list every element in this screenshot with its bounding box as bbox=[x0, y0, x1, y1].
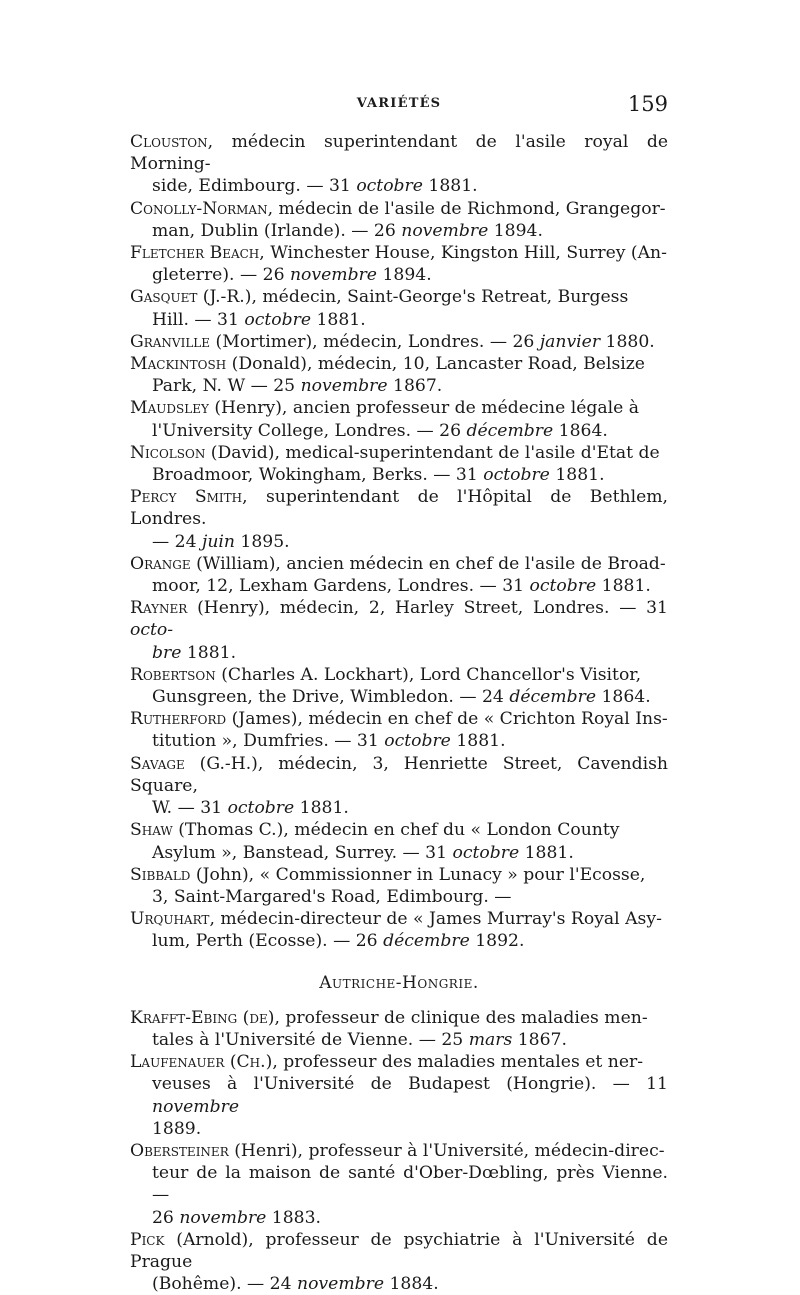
member-entry bbox=[130, 397, 668, 441]
entry-text: l'University College, Londres. — 26 bbox=[152, 420, 467, 441]
entry-text: Gunsgreen, the Drive, Wimbledon. — 24 bbox=[152, 687, 510, 708]
entry-text: 1881. bbox=[422, 176, 478, 197]
member-entry bbox=[130, 908, 668, 952]
entry-line bbox=[130, 930, 668, 952]
member-entry bbox=[130, 864, 668, 908]
member-entry bbox=[130, 664, 668, 708]
member-entry bbox=[130, 286, 668, 330]
entry-line bbox=[130, 1140, 668, 1162]
entry-name: Shaw bbox=[130, 820, 173, 841]
member-entry bbox=[130, 753, 668, 820]
entry-month: octobre bbox=[244, 309, 312, 330]
entry-line bbox=[130, 442, 668, 464]
entry-text: veuses à l'Université de Budapest (Hongrie). — 11 bbox=[152, 1074, 668, 1095]
entry-month: novembre bbox=[401, 220, 489, 241]
entry-text: 1889. bbox=[152, 1118, 202, 1139]
entry-text: (David), medical-superintendant de l'asile d'Etat de bbox=[205, 442, 660, 463]
entry-month: novembre bbox=[300, 376, 388, 397]
entry-text: 1894. bbox=[488, 220, 543, 241]
entry-text: (Donald), médecin, 10, Lancaster Road, Belsize bbox=[226, 354, 645, 375]
entry-name: Maudsley bbox=[130, 398, 209, 419]
entry-text: 1895. bbox=[234, 531, 290, 552]
entry-text: — 24 bbox=[152, 531, 202, 552]
member-entry bbox=[130, 486, 668, 553]
entry-line bbox=[130, 1207, 668, 1229]
entry-text: (Henry), médecin, 2, Harley Street, Londres. — 31 bbox=[187, 598, 668, 619]
entry-text: , professeur des maladies mentales et ner- bbox=[272, 1052, 644, 1073]
member-entry bbox=[130, 331, 668, 353]
entry-name: Nicolson bbox=[130, 442, 206, 463]
entry-month: juin bbox=[202, 531, 235, 552]
entry-month: novembre bbox=[289, 265, 377, 286]
entry-line bbox=[130, 1029, 668, 1051]
entry-line bbox=[130, 664, 668, 686]
entry-text: 1884. bbox=[384, 1274, 439, 1295]
entry-text: 1867. bbox=[387, 376, 443, 397]
entry-text: , professeur de clinique des maladies men- bbox=[274, 1007, 648, 1028]
entry-text: W. — 31 bbox=[152, 798, 228, 819]
entry-text: (James), médecin en chef de « Crichton Royal Ins- bbox=[226, 709, 668, 730]
entry-text: (Thomas C.), médecin en chef du « London County bbox=[172, 820, 620, 841]
entry-line bbox=[130, 131, 668, 175]
entry-month: bre bbox=[152, 642, 182, 663]
entry-month: novembre bbox=[179, 1207, 267, 1228]
entry-text: 1881. bbox=[519, 842, 574, 863]
entry-name: Robertson bbox=[130, 664, 216, 685]
entry-line bbox=[130, 1229, 668, 1273]
entry-text: , Winchester House, Kingston Hill, Surrey (An- bbox=[259, 243, 667, 264]
entry-month: octobre bbox=[384, 731, 451, 752]
entry-line bbox=[130, 242, 668, 264]
entry-name: Clouston bbox=[130, 132, 208, 152]
entry-text: (Mortimer), médecin, Londres. — 26 bbox=[210, 331, 540, 352]
entry-name: Fletcher Beach bbox=[130, 243, 260, 264]
entry-line bbox=[130, 220, 668, 242]
entry-line bbox=[130, 1007, 668, 1029]
entry-text: moor, 12, Lexham Gardens, Londres. — 31 bbox=[152, 576, 530, 597]
entry-text: titution », Dumfries. — 31 bbox=[152, 731, 385, 752]
entry-name: Urquhart bbox=[130, 909, 210, 930]
entry-text: , médecin-directeur de « James Murray's Royal Asy- bbox=[209, 909, 662, 930]
entry-text: 1881. bbox=[311, 309, 366, 330]
entry-text: 26 bbox=[152, 1207, 180, 1228]
entry-line bbox=[130, 886, 668, 908]
entry-text: 1881. bbox=[181, 642, 237, 663]
entry-text: (Bohême). — 24 bbox=[152, 1274, 298, 1295]
member-entry bbox=[130, 242, 668, 286]
entry-text: 1881. bbox=[596, 576, 651, 597]
entry-name: Mackintosh bbox=[130, 354, 227, 375]
entry-line bbox=[130, 819, 668, 841]
entry-name: Savage bbox=[130, 753, 185, 774]
member-entry bbox=[130, 708, 668, 752]
entry-line bbox=[130, 642, 668, 664]
entry-line bbox=[130, 597, 668, 641]
entry-name: Percy Smith bbox=[130, 487, 243, 508]
entry-text: 1880. bbox=[600, 331, 655, 352]
entry-line bbox=[130, 309, 668, 331]
entry-line bbox=[130, 464, 668, 486]
entry-line bbox=[130, 286, 668, 308]
member-entry bbox=[130, 442, 668, 486]
member-entry bbox=[130, 1051, 668, 1140]
entry-text: 1864. bbox=[596, 687, 651, 708]
entry-text: (John), « Commissionner in Lunacy » pour l'Ecosse, bbox=[190, 864, 646, 885]
entry-text: side, Edimbourg. — 31 bbox=[152, 176, 357, 197]
entry-month: novembre bbox=[152, 1096, 239, 1117]
entry-line bbox=[130, 420, 668, 442]
entry-text: , superintendant de l'Hôpital de Bethlem, Londres. bbox=[130, 487, 668, 530]
entry-line bbox=[130, 1162, 668, 1206]
entry-month: octobre bbox=[227, 798, 295, 819]
entry-month: octobre bbox=[529, 576, 597, 597]
entry-name: Krafft-Ebing bbox=[130, 1007, 238, 1028]
entry-line bbox=[130, 842, 668, 864]
entry-month: mars bbox=[468, 1029, 513, 1050]
entry-text: Broadmoor, Wokingham, Berks. — 31 bbox=[152, 465, 484, 486]
entry-line bbox=[130, 331, 668, 353]
entry-name: Rutherford bbox=[130, 709, 227, 730]
entry-line bbox=[130, 353, 668, 375]
member-entry bbox=[130, 597, 668, 664]
entry-name: Rayner bbox=[130, 598, 188, 619]
member-entry bbox=[130, 1229, 668, 1295]
entry-text: (William), ancien médecin en chef de l'asile de Broad- bbox=[190, 553, 666, 574]
entry-month: novembre bbox=[297, 1274, 385, 1295]
entry-text: 1867. bbox=[512, 1029, 567, 1050]
entry-line bbox=[130, 686, 668, 708]
entry-line bbox=[130, 708, 668, 730]
entry-line bbox=[130, 198, 668, 220]
entry-text: (Henry), ancien professeur de médecine légale à bbox=[208, 398, 640, 419]
entry-name: Orange bbox=[130, 553, 191, 574]
entry-text: (Charles A. Lockhart), Lord Chancellor's Visitor, bbox=[215, 664, 642, 685]
section-heading: Autriche-Hongrie. bbox=[319, 972, 479, 993]
entry-line bbox=[130, 553, 668, 575]
entry-text: lum, Perth (Ecosse). — 26 bbox=[152, 931, 384, 952]
entry-line bbox=[130, 531, 668, 553]
entry-text: (Henri), professeur à l'Université, médecin-direc- bbox=[228, 1140, 665, 1161]
entry-month: décembre bbox=[509, 687, 596, 708]
entry-line bbox=[130, 264, 668, 286]
entry-line bbox=[130, 486, 668, 530]
entry-text: 1892. bbox=[469, 931, 525, 952]
entry-text: 3, Saint-Margared's Road, Edimbourg. — bbox=[152, 886, 512, 907]
entry-line bbox=[130, 175, 668, 197]
entry-month: octobre bbox=[452, 842, 520, 863]
entry-name: (de) bbox=[237, 1007, 275, 1028]
entry-line bbox=[130, 730, 668, 752]
member-entry bbox=[130, 198, 668, 242]
page-number: 159 bbox=[627, 92, 668, 116]
entry-name: Pick bbox=[130, 1229, 165, 1250]
entry-line bbox=[130, 375, 668, 397]
entry-text: 1864. bbox=[553, 420, 608, 441]
entry-name: Conolly-Norman bbox=[130, 198, 268, 219]
entry-line bbox=[130, 1118, 668, 1140]
entry-line bbox=[130, 1073, 668, 1117]
entry-text: man, Dublin (Irlande). — 26 bbox=[152, 220, 402, 241]
entry-month: janvier bbox=[539, 331, 601, 352]
entry-text: Asylum », Banstead, Surrey. — 31 bbox=[152, 842, 453, 863]
entry-text: (G.-H.), médecin, 3, Henriette Street, Cavendish Square, bbox=[130, 753, 668, 796]
running-head bbox=[130, 92, 668, 122]
entry-line bbox=[130, 908, 668, 930]
entry-text: (J.-R.), médecin, Saint-George's Retreat, Burgess bbox=[197, 287, 629, 308]
entry-text: 1881. bbox=[294, 798, 349, 819]
member-entry bbox=[130, 553, 668, 597]
entry-text: tales à l'Université de Vienne. — 25 bbox=[152, 1029, 469, 1050]
entry-name: Sibbald bbox=[130, 864, 191, 885]
entry-line bbox=[130, 575, 668, 597]
entry-text: 1881. bbox=[450, 731, 506, 752]
entry-month: octobre bbox=[483, 465, 550, 486]
entry-text: teur de la maison de santé d'Ober-Dœbling, près Vienne. — bbox=[152, 1163, 668, 1206]
entry-name: Laufenauer bbox=[130, 1052, 225, 1073]
member-entry bbox=[130, 131, 668, 198]
entry-text: 1881. bbox=[549, 465, 605, 486]
running-title: VARIÉTÉS bbox=[356, 96, 442, 111]
entry-line bbox=[130, 1273, 668, 1295]
entry-text: gleterre). — 26 bbox=[152, 265, 290, 286]
entry-month: décembre bbox=[383, 931, 470, 952]
entry-text: , médecin de l'asile de Richmond, Grangegor- bbox=[267, 198, 666, 219]
entry-name: Obersteiner bbox=[130, 1140, 229, 1161]
entry-name: (Ch.) bbox=[224, 1052, 273, 1073]
entry-text: , médecin superintendant de l'asile royal de Morning- bbox=[130, 132, 668, 175]
member-entry bbox=[130, 819, 668, 863]
entry-line bbox=[130, 753, 668, 797]
entry-text: Hill. — 31 bbox=[152, 309, 245, 330]
member-entry bbox=[130, 1140, 668, 1229]
entry-month: octobre bbox=[356, 176, 423, 197]
entry-text: (Arnold), professeur de psychiatrie à l'Université de Prague bbox=[130, 1229, 668, 1272]
entry-line bbox=[130, 397, 668, 419]
entry-line bbox=[130, 864, 668, 886]
entry-text: 1883. bbox=[266, 1207, 322, 1228]
entry-name: Granville bbox=[130, 331, 211, 352]
member-entry bbox=[130, 353, 668, 397]
member-list bbox=[130, 131, 668, 1295]
entry-text: 1894. bbox=[376, 265, 432, 286]
entry-month: décembre bbox=[466, 420, 554, 441]
entry-name: Gasquet bbox=[130, 287, 198, 308]
entry-line bbox=[130, 1051, 668, 1073]
entry-line bbox=[130, 797, 668, 819]
entry-month: octo- bbox=[130, 620, 174, 641]
member-entry bbox=[130, 1007, 668, 1051]
entry-text: Park, N. W — 25 bbox=[152, 376, 301, 397]
